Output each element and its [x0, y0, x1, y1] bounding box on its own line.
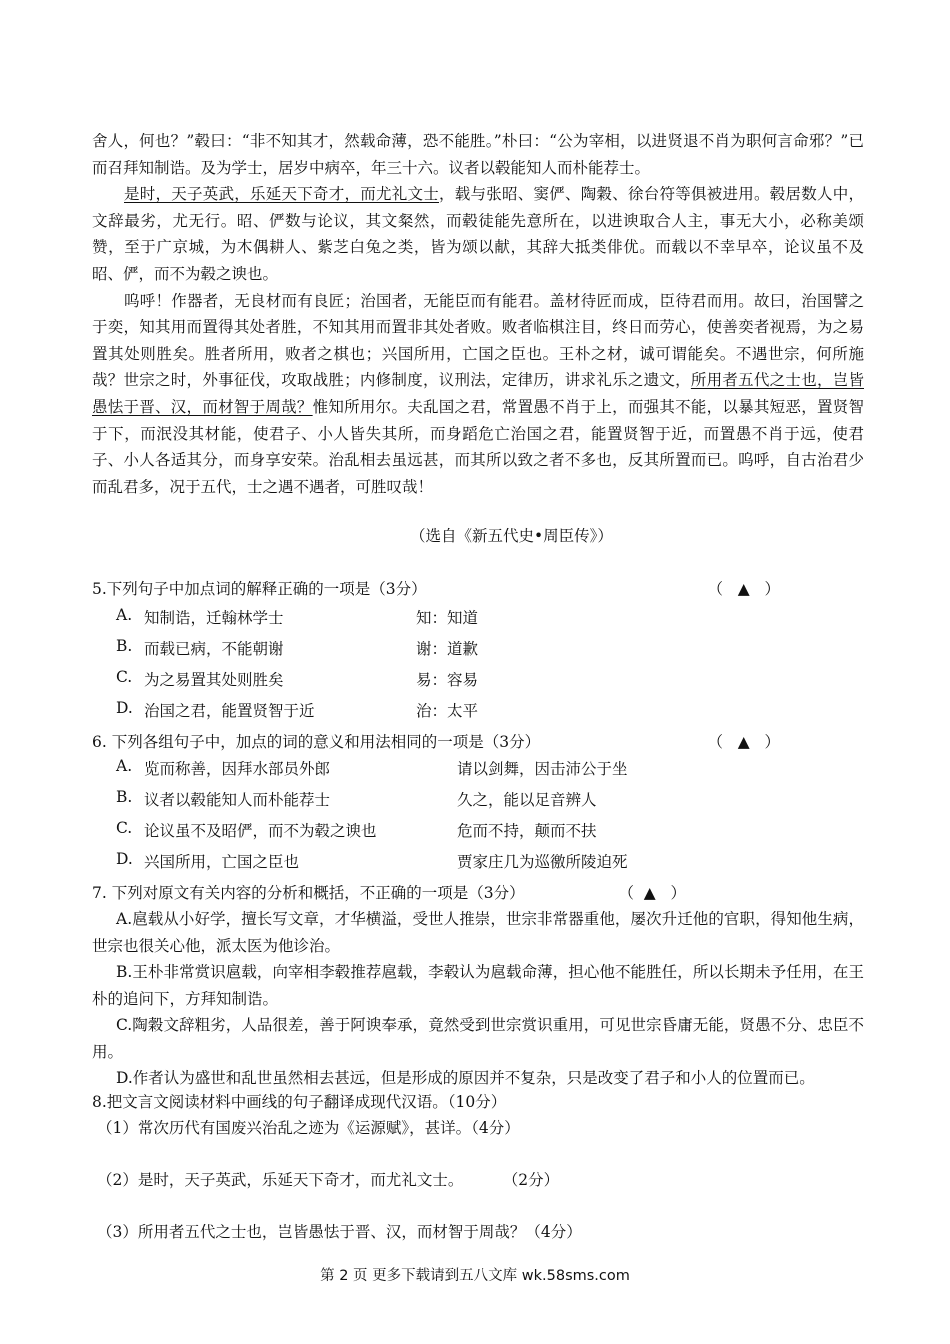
option-letter: B. — [116, 788, 133, 806]
question-8-item-3: （3）所用者五代之士也，岂皆愚怯于晋、汉，而材智于周哉？（4分） — [97, 1223, 582, 1241]
option-sentence-right: 请以剑舞，因击沛公于坐 — [457, 760, 628, 778]
option-sentence-right: 危而不持，颠而不扶 — [457, 822, 597, 840]
option-gloss: 治：太平 — [416, 702, 479, 720]
option-letter: D. — [116, 850, 133, 868]
question-7-stem — [92, 881, 864, 903]
question-7-option-a: A.扈载从小好学，擅长写文章，才华横溢，受世人推崇，世宗非常器重他，屡次升迁他的官职，得知他生病，世宗也很关心他，派太医为他诊治。 — [92, 910, 864, 955]
question-6-option-a — [116, 757, 864, 779]
question-7-text: 7. 下列对原文有关内容的分析和概括，不正确的一项是（3分） — [92, 884, 525, 902]
page-footer: 第 2 页 更多下载请到五八文库 wk.58sms.com — [320, 1268, 630, 1284]
question-6-text: 6. 下列各组句子中，加点的词的意义和用法相同的一项是（3分） — [92, 733, 541, 751]
question-8-item-1: （1）常次历代有国废兴治乱之迹为《运源赋》，甚详。（4分） — [97, 1119, 520, 1137]
passage-paragraph-3-start: 呜呼！作器者，无良材而有良匠；治国者，无能臣而有能君。盖材待匠而成，臣待君而用。故曰，治国譬之于奕，知其用而置得其处者胜，不知其用而置非其处者败。败者临棋注目，终日而劳心，使善奕者视焉，为之易置其处则胜矣。胜者所用，败者之棋也；兴国所用，亡国之臣也。王朴之材，诚可谓能矣。不遇世宗，何所施哉？世宗之时，外事征伐，攻取战胜；内修制度，议刑法，定律历，讲求礼乐之遗文， — [92, 291, 864, 390]
question-5-option-a — [116, 606, 864, 628]
passage-paragraph-2-rest: ，载与张昭、窦俨、陶穀、徐台符等俱被进用。毂居数人中，文辞最劣，尤无行。昭、俨数与论议，其文粲然，而毂徒能先意所在，以进谀取合人主，事无大小，必称美颂赞，至于广京城，为木偶耕人、紫芝白兔之类，皆为颂以献，其辞大抵类俳优。而载以不幸早卒，论议虽不及昭、俨，而不为毂之谀也。 — [92, 185, 864, 283]
option-sentence-left: 览而称善，因拜水部员外郎 — [144, 760, 331, 778]
question-6-option-c — [116, 819, 864, 841]
question-8-stem: 8.把文言文阅读材料中画线的句子翻译成现代汉语。（10分） — [92, 1093, 507, 1111]
option-text: 知制诰，迁翰林学士 — [144, 609, 284, 627]
question-6-answer-slot: （ ▲ ） — [707, 733, 780, 751]
question-5-text: 5.下列句子中加点词的解释正确的一项是（3分） — [92, 580, 427, 598]
option-sentence-right: 贾家庄几为巡徼所陵迫死 — [457, 853, 628, 871]
underlined-sentence-2: 是时，天子英武，乐延天下奇才，而尤礼文士 — [124, 185, 439, 204]
option-letter: C. — [116, 819, 133, 837]
question-8-item-2: （2）是时，天子英武，乐延天下奇才，而尤礼文士。 （2分） — [97, 1171, 560, 1189]
question-7-option-c: C.陶穀文辞粗劣，人品很差，善于阿谀奉承，竟然受到世宗赏识重用，可见世宗昏庸无能，贤愚不分、忠臣不用。 — [92, 1016, 864, 1061]
option-letter: A. — [116, 606, 133, 624]
option-text: 治国之君，能置贤智于近 — [144, 702, 315, 720]
question-5-option-d — [116, 699, 864, 721]
option-gloss: 谢：道歉 — [416, 640, 479, 658]
option-sentence-left: 议者以毂能知人而朴能荐士 — [144, 791, 331, 809]
question-7-answer-slot: （ ▲ ） — [618, 884, 686, 902]
question-5-stem — [92, 577, 864, 599]
option-letter: C. — [116, 668, 133, 686]
underlined-sentence-3: 所用者五代之士也，岂皆愚怯于晋、汉，而材智于周哉？ — [92, 371, 864, 416]
passage-paragraph-3-end: 惟知所用尔。夫乱国之君，常置愚不肖于上，而强其不能，以暴其短恶，置贤智于下，而泯没其材能，使君子、小人皆失其所，而身蹈危亡治国之君，能置贤智于近，而置愚不肖于远，使君子、小人各适其分，而身享安荣。治乱相去虽远甚，而其所以致之者不多也，反其所置而已。呜呼，自古治君少而乱君多，况于五代，士之遇不遇者，可胜叹哉！ — [92, 397, 864, 496]
passage-paragraph-2 — [92, 181, 864, 287]
passage-source: （选自《新五代史•周臣传》） — [410, 527, 613, 545]
question-7-option-d: D.作者认为盛世和乱世虽然相去甚远，但是形成的原因并不复杂，只是改变了君子和小人的位置而已。 — [116, 1069, 815, 1087]
option-letter: D. — [116, 699, 133, 717]
option-sentence-left: 兴国所用，亡国之臣也 — [144, 853, 300, 871]
question-6-option-d — [116, 850, 864, 872]
question-6-stem — [92, 730, 864, 752]
option-sentence-right: 久之，能以足音辨人 — [457, 791, 597, 809]
option-sentence-left: 论议虽不及昭俨，而不为毂之谀也 — [144, 822, 377, 840]
option-text: 而载已病，不能朝谢 — [144, 640, 284, 658]
option-text: 为之易置其处则胜矣 — [144, 671, 284, 689]
option-letter: A. — [116, 757, 133, 775]
question-5-option-b — [116, 637, 864, 659]
option-letter: B. — [116, 637, 133, 655]
question-5-answer-slot: （ ▲ ） — [707, 580, 780, 598]
option-gloss: 知：知道 — [416, 609, 479, 627]
question-7-option-b: B.王朴非常赏识扈载，向宰相李毂推荐扈载，李毂认为扈载命薄，担心他不能胜任，所以长期未予任用，在王朴的追问下，方拜知制诰。 — [92, 963, 864, 1008]
passage-text — [92, 128, 864, 500]
passage-paragraph-3 — [92, 288, 864, 501]
question-6-option-b — [116, 788, 864, 810]
question-5-option-c — [116, 668, 864, 690]
passage-paragraph-1: 舍人，何也？”毂曰：“非不知其才，然载命薄，恐不能胜。”朴曰：“公为宰相，以进贤退不肖为职何言命邪？”已而召拜知制诰。及为学士，居岁中病卒，年三十六。议者以毂能知人而朴能荐士。 — [92, 132, 864, 177]
option-gloss: 易：容易 — [416, 671, 479, 689]
